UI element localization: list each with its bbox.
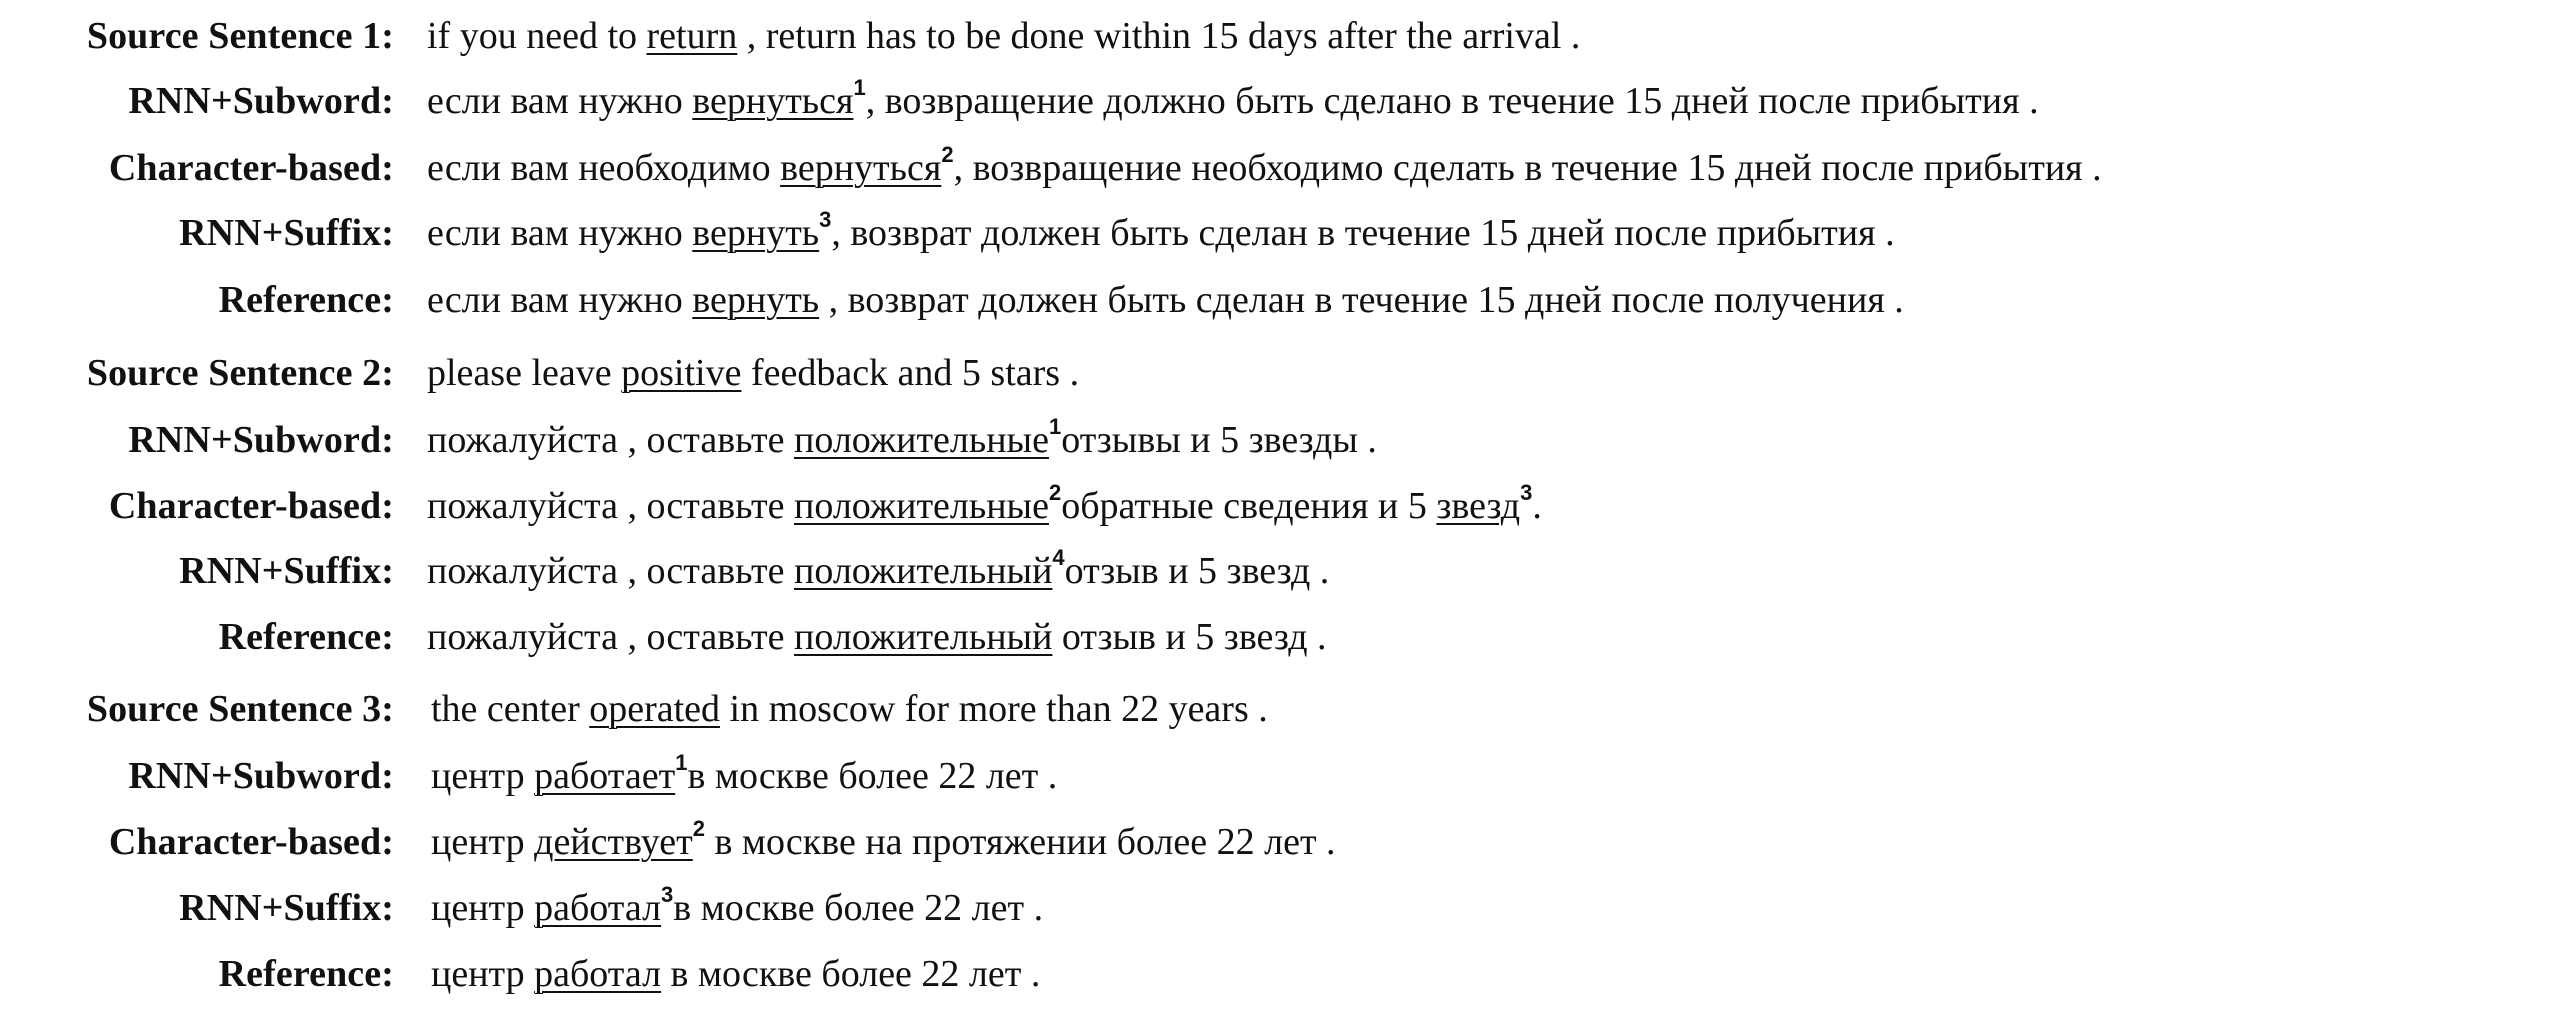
text-segment: пожалуйста , оставьте (427, 419, 794, 461)
text-segment: , возвращение должно быть сделано в течение 15 дней после прибытия . (865, 80, 2039, 122)
error-marker: 2 (692, 816, 705, 841)
text-segment: обратные сведения и 5 (1061, 485, 1437, 527)
text-segment: если вам нужно (427, 279, 693, 321)
text-segment: отзыв и 5 звезд . (1052, 616, 1327, 658)
sentence-text (427, 609, 1327, 665)
text-segment: в москве на протяжении более 22 лет . (704, 821, 1336, 863)
underlined-word: вернуть (692, 212, 820, 254)
text-segment: если вам нужно (427, 80, 693, 122)
sentence-text (427, 272, 1904, 328)
text-segment: if you need to (427, 15, 647, 57)
system-label: Reference: (218, 279, 394, 321)
underlined-word: вернуть (692, 279, 820, 321)
underlined-word: работает (534, 755, 676, 797)
sentence-text (431, 814, 1336, 870)
underlined-word: действует (534, 821, 693, 863)
underlined-word: положительный (794, 550, 1053, 592)
underlined-word: вернуться (780, 147, 942, 189)
system-label: RNN+Suffix: (179, 550, 394, 592)
sentence-text (427, 205, 1895, 261)
translation-row (0, 814, 2576, 870)
system-label: RNN+Suffix: (179, 887, 394, 929)
translation-row (0, 140, 2576, 196)
translation-row (0, 205, 2576, 261)
error-marker: 3 (1520, 480, 1533, 505)
sentence-text (427, 345, 1079, 401)
system-label: Character-based: (108, 485, 394, 527)
system-label: Character-based: (108, 147, 394, 189)
underlined-word: return (646, 15, 738, 57)
sentence-text (427, 478, 1542, 534)
sentence-text (431, 946, 1040, 1002)
source-sentence-label: Source Sentence 1: (86, 15, 394, 57)
sentence-text (427, 8, 1580, 64)
translation-row (0, 478, 2576, 534)
underlined-word: вернуться (692, 80, 854, 122)
translation-row (0, 412, 2576, 468)
sentence-text (427, 412, 1377, 468)
text-segment: если вам нужно (427, 212, 693, 254)
underlined-word: operated (589, 688, 721, 730)
translation-row (0, 272, 2576, 328)
error-marker: 3 (819, 207, 832, 232)
text-segment: отзыв и 5 звезд . (1064, 550, 1330, 592)
text-segment: , возврат должен быть сделан в течение 15 дней после прибытия . (831, 212, 1895, 254)
underlined-word: положительные (794, 419, 1049, 461)
text-segment: in moscow for more than 22 years . (720, 688, 1268, 730)
source-sentence-label: Source Sentence 3: (86, 688, 394, 730)
underlined-word: работал (534, 887, 662, 929)
text-segment: пожалуйста , оставьте (427, 550, 794, 592)
text-segment: центр (431, 821, 535, 863)
text-segment: в москве более 22 лет . (661, 953, 1041, 995)
text-segment: пожалуйста , оставьте (427, 616, 794, 658)
system-label: Character-based: (108, 821, 394, 863)
source-sentence-row (0, 681, 2576, 737)
error-marker: 2 (1048, 480, 1062, 505)
text-segment: , возвращение необходимо сделать в течение 15 дней после прибытия . (953, 147, 2102, 189)
text-segment: в москве более 22 лет . (687, 755, 1058, 797)
text-segment: feedback and 5 stars . (741, 352, 1080, 394)
underlined-word: звезд (1436, 485, 1521, 527)
text-segment: если вам необходимо (427, 147, 781, 189)
sentence-text (427, 140, 2102, 196)
sentence-text (431, 748, 1057, 804)
system-label: RNN+Subword: (128, 80, 394, 122)
text-segment: please leave (427, 352, 622, 394)
sentence-text (431, 681, 1268, 737)
translation-row (0, 543, 2576, 599)
error-marker: 1 (853, 75, 866, 100)
translation-row (0, 73, 2576, 129)
text-segment: пожалуйста , оставьте (427, 485, 794, 527)
text-segment: центр (431, 755, 535, 797)
translation-row (0, 880, 2576, 936)
text-segment: , возврат должен быть сделан в течение 15 дней после получения . (819, 279, 1904, 321)
text-segment: . (1532, 485, 1542, 527)
system-label: RNN+Suffix: (179, 212, 394, 254)
error-marker: 1 (1048, 414, 1062, 439)
sentence-text (427, 543, 1329, 599)
underlined-word: positive (621, 352, 742, 394)
error-marker: 1 (675, 750, 688, 775)
system-label: RNN+Subword: (128, 755, 394, 797)
sentence-text (431, 880, 1043, 936)
underlined-word: положительные (794, 485, 1049, 527)
error-marker: 4 (1052, 545, 1065, 570)
source-sentence-label: Source Sentence 2: (86, 352, 394, 394)
error-marker: 3 (661, 882, 674, 907)
error-marker: 2 (941, 142, 954, 167)
sentence-text (427, 73, 2039, 129)
translation-row (0, 748, 2576, 804)
text-segment: the center (431, 688, 590, 730)
system-label: Reference: (218, 616, 394, 658)
text-segment: в москве более 22 лет . (673, 887, 1044, 929)
translation-row (0, 946, 2576, 1002)
source-sentence-row (0, 8, 2576, 64)
translation-row (0, 609, 2576, 665)
text-segment: центр (431, 887, 535, 929)
underlined-word: положительный (794, 616, 1053, 658)
source-sentence-row (0, 345, 2576, 401)
text-segment: , return has to be done within 15 days after the arrival . (737, 15, 1581, 57)
text-segment: центр (431, 953, 535, 995)
text-segment: отзывы и 5 звезды . (1061, 419, 1377, 461)
underlined-word: работал (534, 953, 662, 995)
system-label: RNN+Subword: (128, 419, 394, 461)
system-label: Reference: (218, 953, 394, 995)
